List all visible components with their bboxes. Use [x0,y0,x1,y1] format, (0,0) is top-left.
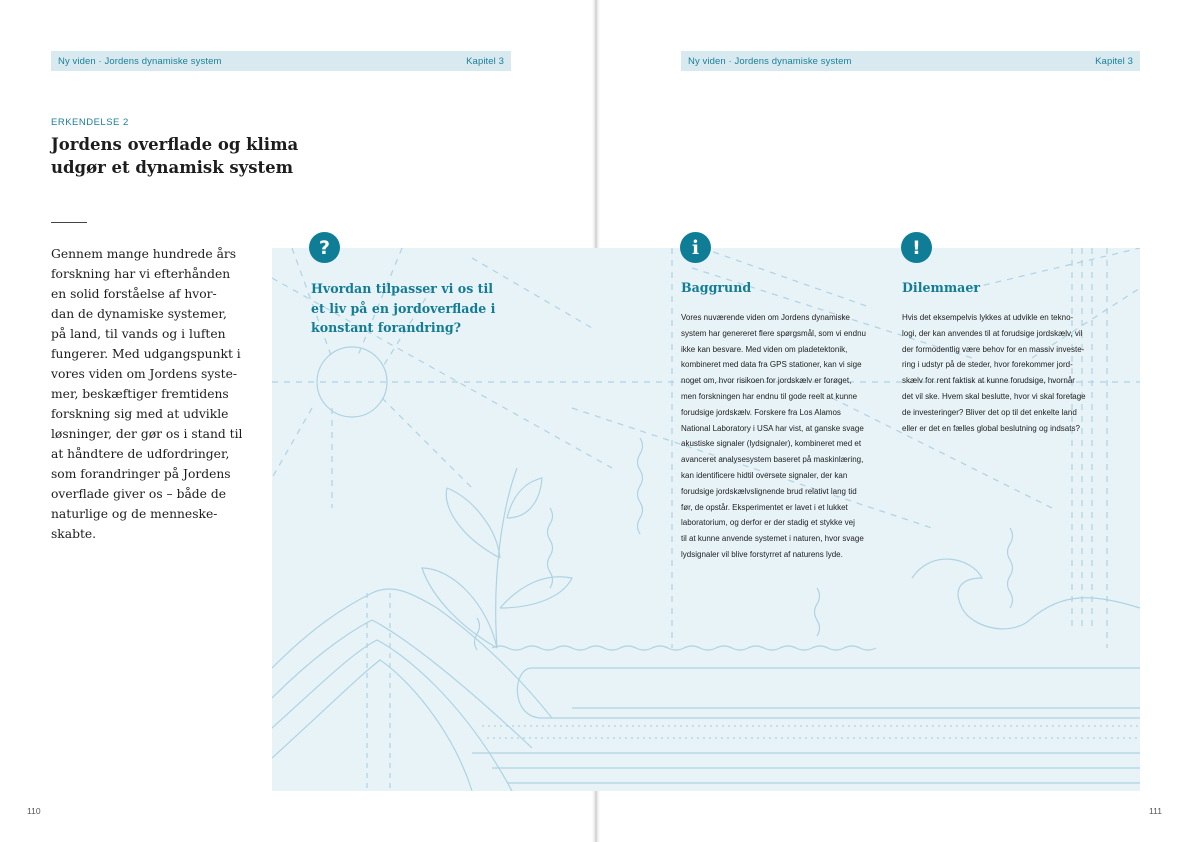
page-title [51,133,351,179]
section-eyebrow: ERKENDELSE 2 [51,117,129,128]
text-line: til at kunne anvende systemet i naturen, hvor svage [681,534,864,544]
question-line: Hvordan tilpasser vi os til [311,281,494,296]
text-line: Hvis det eksempelvis lykkes at udvikle en tekno- [902,313,1074,322]
text-line: de investeringer? Bliver det op til det enkelte land [902,407,1077,417]
title-line: Jordens overflade og klima [51,135,299,154]
running-header-title: Ny viden · Jordens dynamiske system [688,55,852,67]
running-header-chapter: Kapitel 3 [1095,55,1133,67]
text-line: det vil ske. Hvem skal beslutte, hvor vi skal foretage [902,391,1086,401]
intro-line: overflade giver os – både de [51,487,227,501]
text-line: system har genereret flere spørgsmål, som vi endnu [681,328,866,338]
background-heading: Baggrund [681,280,752,295]
info-icon: i [680,232,711,263]
intro-line: en solid forståelse af hvor- [51,287,217,301]
text-line: skælv for rent faktisk at kunne forudsige, hvornår [902,376,1075,386]
intro-line: som forandringer på Jordens [51,467,231,481]
text-line: noget om, hvor risikoen for jordskælv er forøget, [681,376,852,386]
running-header-right [681,51,1140,71]
page-number-left: 110 [27,806,41,816]
intro-line: Gennem mange hundrede års [51,247,237,261]
intro-paragraph [51,244,241,544]
text-line: eller er det en fælles global beslutning og indsats? [902,423,1080,433]
text-line: laboratorium, og derfor er der stadig et stykke vej [681,518,855,528]
running-header-left [51,51,511,71]
text-line: akustiske signaler (lydsignaler), kombineret med et [681,439,862,449]
dilemmas-text [902,310,1107,436]
intro-line: mer, beskæftiger fremtidens [51,387,229,401]
exclamation-icon: ! [901,232,932,263]
dilemmas-heading: Dilemmaer [902,280,980,295]
ocean-layers [472,559,1140,783]
text-line: kombineret med data fra GPS stationer, kan vi sige [681,360,862,370]
intro-line: løsninger, der gør os i stand til [51,427,243,441]
text-line: logi, der kan anvendes til at forudsige jordskælv, vil [902,328,1083,338]
running-header-chapter: Kapitel 3 [466,55,504,67]
intro-line: på land, til vands og i luften [51,327,226,341]
text-line: lydsignaler vil blive forstyrret af naturens lyde. [681,549,843,559]
page-number-right: 111 [1149,806,1162,816]
intro-line: forskning sig med at udvikle [51,407,229,421]
text-line: ikke kan besvare. Med viden om pladetektonik, [681,344,848,354]
intro-line: dan de dynamiske systemer, [51,307,227,321]
intro-line: skabte. [51,527,97,541]
text-line: forudsige jordskælvslignende brud relativt lang tid [681,486,857,496]
intro-line: fungerer. Med udgangspunkt i [51,347,241,361]
intro-line: forskning har vi efterhånden [51,267,231,281]
question-line: et liv på en jordoverflade i [311,300,496,316]
intro-line: naturlige og de menneske- [51,507,218,521]
question-icon: ? [309,232,340,263]
volcano-shape [272,589,552,791]
title-divider [51,222,87,223]
question-line: konstant forandring? [311,320,462,335]
text-line: Vores nuværende viden om Jordens dynamiske [681,313,850,322]
text-line: avanceret analysesystem baseret på maskinlæring, [681,455,864,465]
background-text [681,310,886,563]
intro-line: at håndtere de udfordringer, [51,447,230,461]
sun-shape [317,347,387,417]
text-line: men forskningen har endnu til gode reelt at kunne [681,391,858,401]
intro-line: vores viden om Jordens syste- [51,367,237,381]
text-line: National Laboratory i USA har vist, at ganske svage [681,423,864,433]
text-line: kan identificere hidtil oversete signaler, der kan [681,470,848,480]
text-line: forudsige jordskælv. Forskere fra Los Alamos [681,407,841,417]
question-heading [311,279,511,338]
title-line: udgør et dynamisk system [51,158,294,177]
text-line: før, de opstår. Eksperimentet er lavet i et lukket [681,502,848,512]
text-line: ring i udstyr på de steder, hvor forekommer jord- [902,360,1073,370]
text-line: der formodentlig være behov for en massiv investe- [902,344,1085,354]
running-header-title: Ny viden · Jordens dynamiske system [58,55,222,67]
